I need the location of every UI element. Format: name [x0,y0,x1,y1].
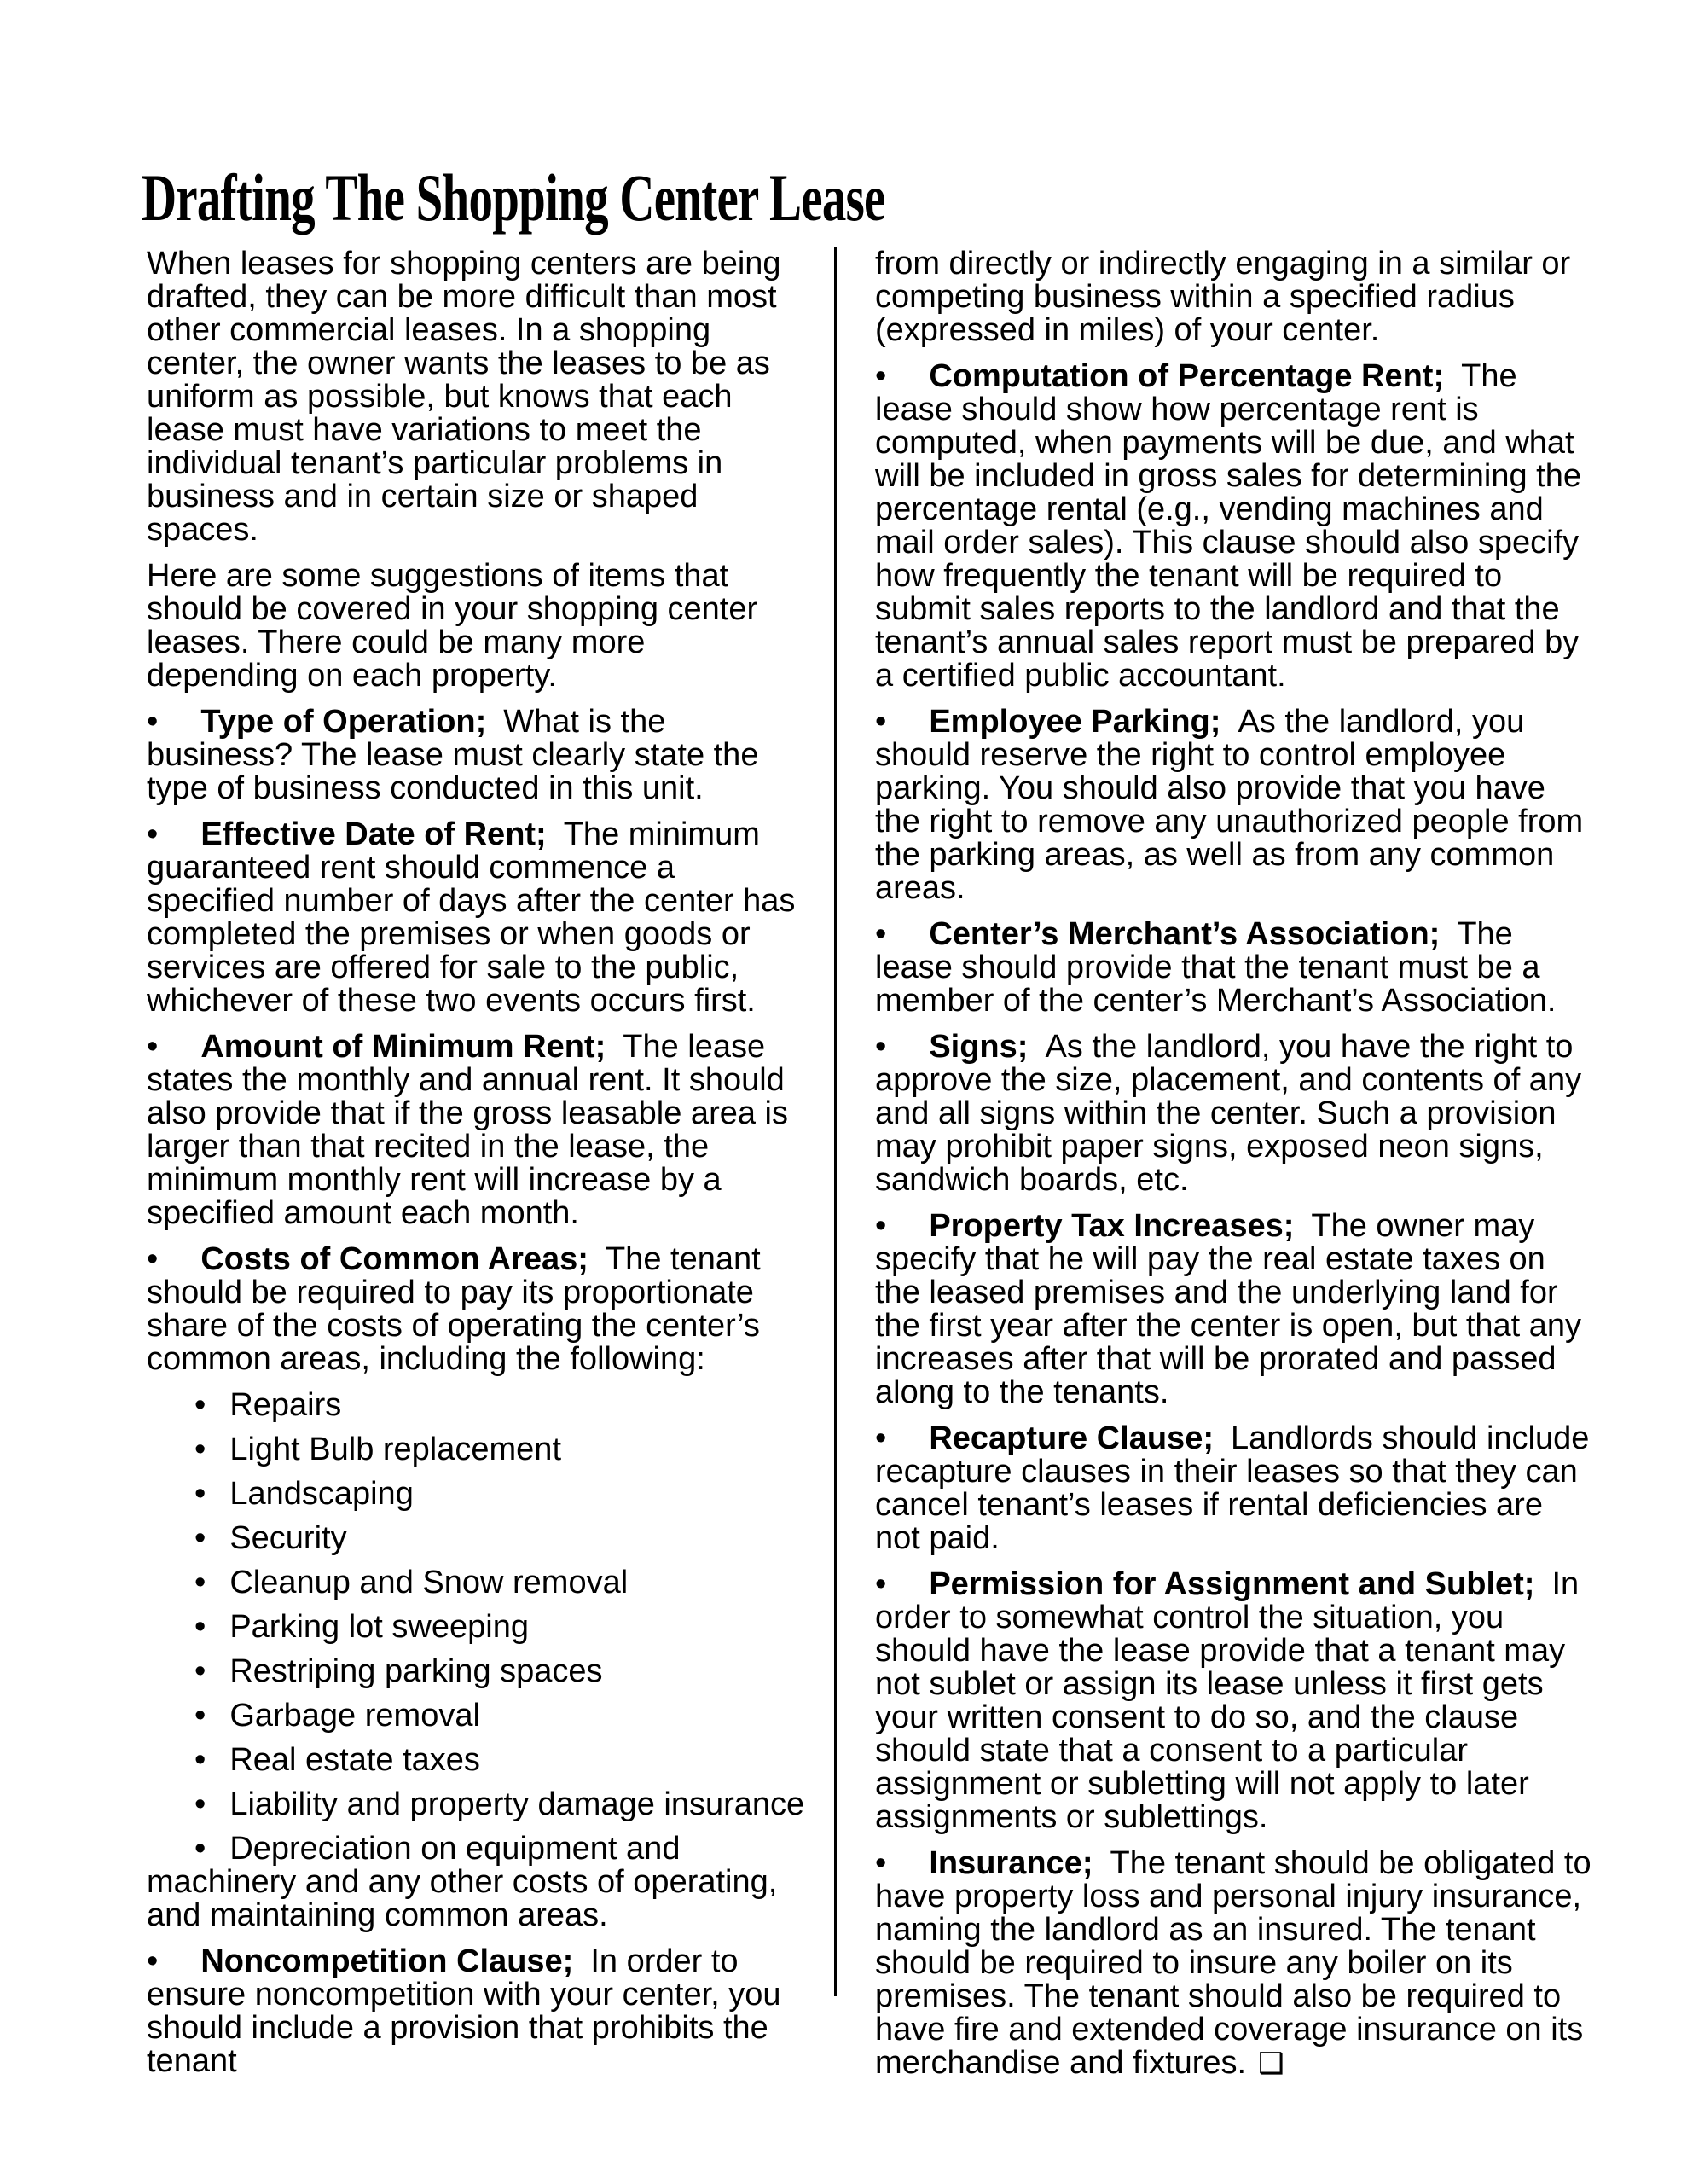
bullet-icon: • [875,1029,887,1065]
cost-item-label: Landscaping [229,1476,414,1512]
bullet-icon: • [147,704,159,740]
cost-list-item [147,1389,805,1422]
bullet-text: The tenant should be required to pay its proportionate share of the costs of operating the center’s common areas, including the following: [147,1241,761,1377]
cost-item-label: Parking lot sweeping [229,1609,529,1645]
continuation-paragraph: from directly or indirectly engaging in a similar or competing business within a specified radius (expressed in miles) of your center. [875,246,1571,348]
cost-item-label: Repairs [229,1387,342,1423]
bullet-icon: • [875,358,887,394]
bullet-icon: • [875,704,887,740]
bullet-text: The tenant should be obligated to have property loss and personal injury insurance, naming the landlord as an insured. The tenant should be required to insure any boiler on its premises. The tenant should also be required to have fire and extended coverage insurance on its merchandise and fixtures. [875,1845,1591,2081]
cost-list-item [147,1833,805,1932]
bullet-text: As the landlord, you have the right to approve the size, placement, and contents of any and all signs within the center. Such a provision may prohibit paper signs, exposed neon signs, sandwich boards, etc. [875,1029,1582,1198]
bullet-item [147,706,805,805]
bullet-icon: • [194,1432,206,1467]
column-divider [834,247,837,1996]
cost-list-item [147,1744,805,1777]
bullet-icon: • [194,1565,206,1600]
bullet-term: Signs; [929,1029,1029,1065]
bullet-term: Effective Date of Rent; [200,816,547,852]
bullet-icon: • [875,1208,887,1244]
bullet-icon: • [147,816,159,852]
bullet-item [875,706,1593,905]
end-of-article-icon: ❑ [1258,2047,1284,2081]
bullet-icon: • [147,1029,159,1065]
cost-item-label: Real estate taxes [229,1742,480,1778]
bullet-icon: • [875,1845,887,1881]
left-column [147,247,805,2078]
bullet-icon: • [194,1786,206,1822]
cost-list-item [147,1655,805,1688]
bullet-item [875,1031,1593,1197]
cost-item-label: Cleanup and Snow removal [229,1565,629,1600]
bullet-text: The lease should show how percentage rent is computed, when payments will be due, and what will be included in gross sales for determining the percentage rental (e.g., vending machines and mail order sales). This clause should also specify how frequently the tenant will be required to submit sales reports to the landlord and that the tenant’s annual sales report must be prepared by a certified public accountant. [875,358,1581,694]
bullet-text: As the landlord, you should reserve the right to control employee parking. You should also provide that you have the right to remove any unauthorized people from the parking areas, as well as from any common areas. [875,704,1584,906]
cost-list-item [147,1566,805,1600]
bullet-item [875,1847,1593,2081]
bullet-icon: • [147,1943,159,1979]
bullet-item [147,818,805,1018]
cost-list-item [147,1478,805,1511]
cost-list-item [147,1611,805,1644]
intro-paragraph: Here are some suggestions of items that should be covered in your shopping center leases. There could be many more depending on each property. [147,558,758,694]
cost-list-item [147,1699,805,1733]
bullet-term: Permission for Assignment and Sublet; [929,1566,1535,1602]
cost-item-label: Light Bulb replacement [229,1432,561,1467]
bullet-icon: • [194,1653,206,1689]
bullet-item [147,1031,805,1230]
bullet-term: Amount of Minimum Rent; [200,1029,606,1065]
cost-list-item [147,1522,805,1555]
bullet-icon: • [194,1609,206,1645]
bullet-term: Recapture Clause; [929,1420,1214,1456]
bullet-item [875,1210,1593,1409]
bullet-term: Noncompetition Clause; [200,1943,574,1979]
right-column [875,247,1593,2081]
bullet-text: In order to ensure noncompetition with your center, you should include a provision that prohibits the tenant [147,1943,781,2079]
page-title: Drafting The Shopping Center Lease [142,160,885,235]
bullet-icon: • [194,1520,206,1556]
bullet-text: Landlords should include recapture clauses in their leases so that they can cancel tenant’s leases if rental deficiencies are not paid. [875,1420,1590,1556]
bullet-icon: • [194,1387,206,1423]
bullet-term: Property Tax Increases; [929,1208,1295,1244]
cost-item-label: Security [229,1520,347,1556]
bullet-icon: • [147,1241,159,1277]
bullet-text: The owner may specify that he will pay the real estate taxes on the leased premises and the underlying land for the first year after the center is open, but that any increases after that will be prorated and passed along to the tenants. [875,1208,1582,1410]
cost-item-label: Restriping parking spaces [229,1653,603,1689]
bullet-icon: • [194,1476,206,1512]
bullet-item [875,918,1593,1018]
bullet-item [875,1568,1593,1834]
bullet-text: What is the business? The lease must clearly state the type of business conducted in this unit. [147,704,759,806]
bullet-icon: • [875,916,887,952]
bullet-item [875,1422,1593,1555]
bullet-icon: • [875,1566,887,1602]
cost-item-label: Garbage removal [229,1698,480,1734]
bullet-icon: • [194,1698,206,1734]
bullet-icon: • [194,1742,206,1778]
cost-items-list [147,1389,805,1932]
bullet-text: The minimum guaranteed rent should commence a specified number of days after the center has completed the premises or when goods or services are offered for sale to the public, whichever of these two events occurs first. [147,816,796,1019]
bullet-term: Insurance; [929,1845,1093,1881]
cost-item-label: Liability and property damage insurance [229,1786,805,1822]
bullet-term: Costs of Common Areas; [200,1241,588,1277]
bullet-text: The lease should provide that the tenant must be a member of the center’s Merchant’s Association. [875,916,1557,1019]
bullet-text: The lease states the monthly and annual rent. It should also provide that if the gross leasable area is larger than that recited in the lease, the minimum monthly rent will increase by a specified amount each month. [147,1029,788,1231]
bullet-item [147,1243,805,1376]
bullet-icon: • [194,1831,206,1867]
cost-item-label: Depreciation on equipment and machinery and any other costs of operating, and maintaining common areas. [147,1831,778,1933]
bullet-term: Type of Operation; [200,704,487,740]
bullet-term: Employee Parking; [929,704,1221,740]
cost-list-item [147,1433,805,1467]
bullet-icon: • [875,1420,887,1456]
bullet-term: Center’s Merchant’s Association; [929,916,1441,952]
bullet-item [147,1945,805,2078]
bullet-item [875,360,1593,693]
intro-paragraph: When leases for shopping centers are being drafted, they can be more difficult than most other commercial leases. In a shopping center, the owner wants the leases to be as uniform as possible, but knows that each lease must have variations to meet the individual tenant’s particular problems in business and in certain size or shaped spaces. [147,246,781,548]
bullet-term: Computation of Percentage Rent; [929,358,1445,394]
cost-list-item [147,1788,805,1821]
bullet-text: In order to somewhat control the situation, you should have the lease provide that a tenant may not sublet or assign its lease unless it first gets your written consent to do so, and the clause should state that a consent to a particular assignment or subletting will not apply to later assignments or sublettings. [875,1566,1580,1835]
